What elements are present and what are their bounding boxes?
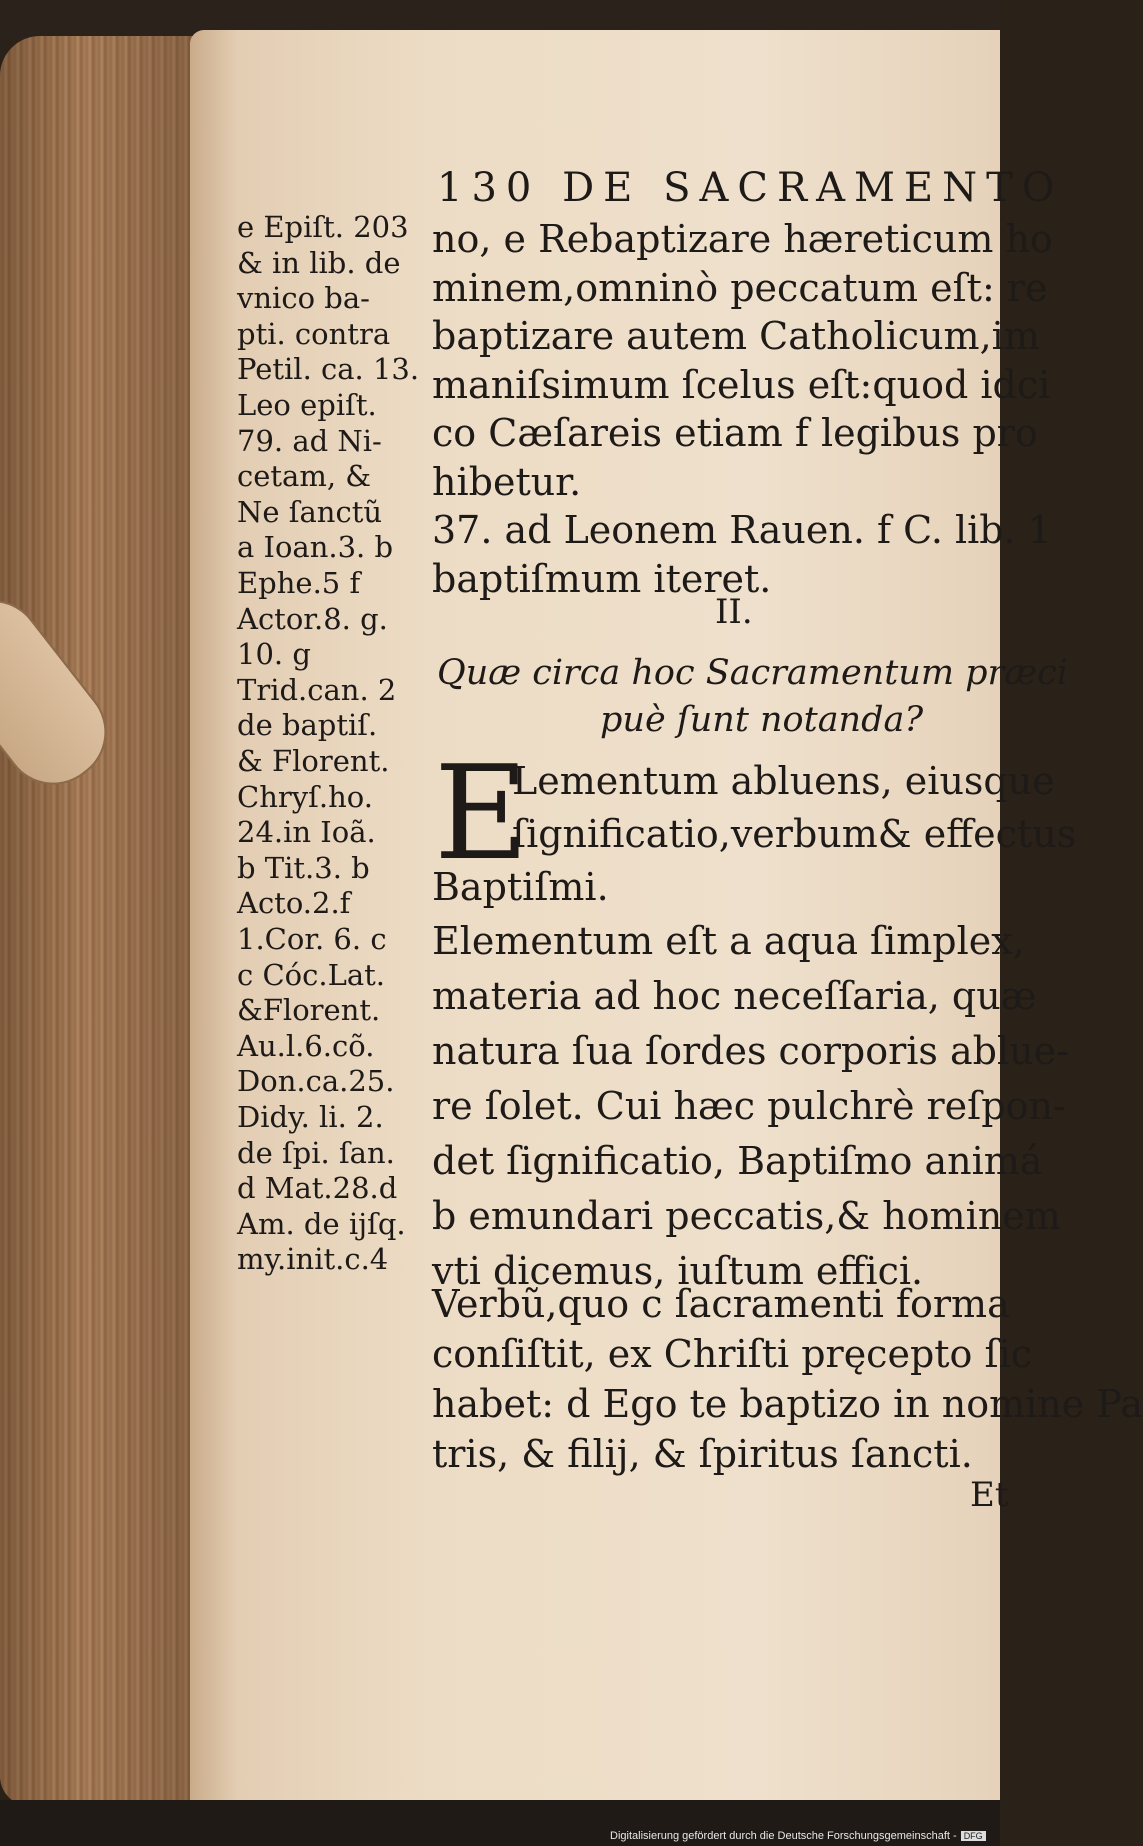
catchword: Et bbox=[970, 1475, 1009, 1515]
margin-notes-line: Leo epiſt. bbox=[237, 388, 377, 422]
section-number: II. bbox=[715, 592, 753, 632]
main-lines-line: hibetur. bbox=[432, 459, 582, 504]
margin-notes-line: 1.Cor. 6. c bbox=[237, 922, 387, 956]
section-question-line-2: puè ſunt notanda? bbox=[600, 700, 924, 740]
paragraph2-line: vti dicemus, iuſtum effici. bbox=[432, 1249, 924, 1293]
main-lines-line: 37. ad Leonem Rauen. f C. lib. 1 bbox=[432, 508, 1052, 552]
margin-notes-line: 10. g bbox=[237, 637, 311, 672]
paragraph-1-continuation: Baptiſmi. bbox=[432, 865, 609, 909]
main-lines-line: maniſsimum ſcelus eſt:quod idci bbox=[432, 362, 1051, 407]
paragraph2-line: det ſignificatio, Baptiſmo animá bbox=[432, 1139, 1043, 1183]
paragraph2-line: materia ad hoc neceſſaria, quæ bbox=[432, 974, 1037, 1018]
margin-notes-line: my.init.c.4 bbox=[237, 1242, 389, 1277]
margin-notes-line: Actor.8. g. bbox=[237, 601, 388, 636]
paragraph3-line: Verbũ,quo c ſacramenti forma bbox=[432, 1282, 1010, 1326]
main-lines-line: co Cæſareis etiam f legibus pro bbox=[432, 411, 1038, 455]
margin-notes-line: Ephe.5 f bbox=[237, 566, 361, 600]
page-number: 130 bbox=[437, 165, 541, 211]
credit-text: Digitalisierung gefördert durch die Deutsche Forschungsgemeinschaft - bbox=[610, 1830, 957, 1842]
margin-notes-line: Chryſ.ho. bbox=[237, 779, 373, 814]
margin-notes-line: Au.l.6.cõ. bbox=[237, 1028, 375, 1063]
paragraph1-line: ſignificatio,verbum& effectus bbox=[512, 812, 1077, 856]
paragraph3-line: conſiſtit, ex Chriſti pręcepto ſic bbox=[432, 1332, 1033, 1376]
margin-notes-line: a Ioan.3. b bbox=[237, 530, 394, 565]
paragraph2-line: natura ſua ſordes corporis ablue- bbox=[432, 1029, 1069, 1073]
paragraph1-line: Lementum abluens, eiusque bbox=[512, 759, 1055, 803]
margin-notes-line: de baptiſ. bbox=[237, 708, 378, 743]
page-header bbox=[437, 165, 1064, 211]
margin-notes-line: & Florent. bbox=[237, 744, 390, 778]
margin-notes-line: Ne ſanctũ bbox=[237, 494, 383, 529]
margin-notes-line: d Mat.28.d bbox=[237, 1171, 398, 1206]
margin-notes-line: Don.ca.25. bbox=[237, 1064, 395, 1099]
margin-notes-line: Didy. li. 2. bbox=[237, 1100, 384, 1134]
main-lines-line: baptiſmum iteret. bbox=[432, 556, 772, 601]
main-lines-line: baptizare autem Catholicum,im bbox=[432, 314, 1040, 358]
dfg-badge: DFG bbox=[961, 1831, 986, 1841]
paragraph3-line: tris, & filij, & ſpiritus ſancti. bbox=[432, 1432, 973, 1476]
main-lines-line: minem,omninò peccatum eſt: re bbox=[432, 265, 1048, 310]
margin-notes-line: Trid.can. 2 bbox=[237, 672, 397, 707]
margin-notes-line: Acto.2.f bbox=[237, 886, 351, 921]
margin-notes-line: e Epiſt. 203 bbox=[237, 210, 409, 244]
margin-notes-line: 79. ad Ni- bbox=[237, 423, 382, 458]
margin-notes-line: Petil. ca. 13. bbox=[237, 352, 420, 387]
margin-notes-line: &Florent. bbox=[237, 993, 381, 1028]
margin-notes-line: 24.in Ioã. bbox=[237, 815, 376, 850]
margin-notes-line: b Tit.3. b bbox=[237, 850, 370, 885]
paragraph2-line: Elementum eſt a aqua ſimplex, bbox=[432, 919, 1025, 963]
margin-notes-line: c Cóc.Lat. bbox=[237, 957, 385, 992]
running-title: DE SACRAMENTO bbox=[562, 165, 1064, 211]
margin-notes-line: vnico ba- bbox=[237, 281, 370, 316]
fore-edge-shading bbox=[0, 36, 210, 1806]
digitization-credit bbox=[610, 1830, 986, 1842]
drop-cap-initial: E bbox=[434, 737, 529, 889]
margin-notes-line: cetam, & bbox=[237, 459, 372, 494]
paragraph2-line: re ſolet. Cui hæc pulchrè reſpon- bbox=[432, 1084, 1066, 1128]
paragraph3-line: habet: d Ego te baptizo in nomine Pa bbox=[432, 1382, 1143, 1426]
paragraph2-line: b emundari peccatis,& hominem bbox=[432, 1194, 1061, 1238]
section-question-line-1: Quæ circa hoc Sacramentum præci bbox=[437, 653, 1068, 693]
main-lines-line: no, e Rebaptizare hæreticum ho bbox=[432, 217, 1053, 261]
margin-notes-line: & in lib. de bbox=[237, 245, 401, 280]
margin-notes-line: pti. contra bbox=[237, 316, 391, 351]
margin-notes-line: Am. de ijſq. bbox=[237, 1206, 406, 1241]
margin-notes-line: de ſpi. ſan. bbox=[237, 1135, 395, 1170]
